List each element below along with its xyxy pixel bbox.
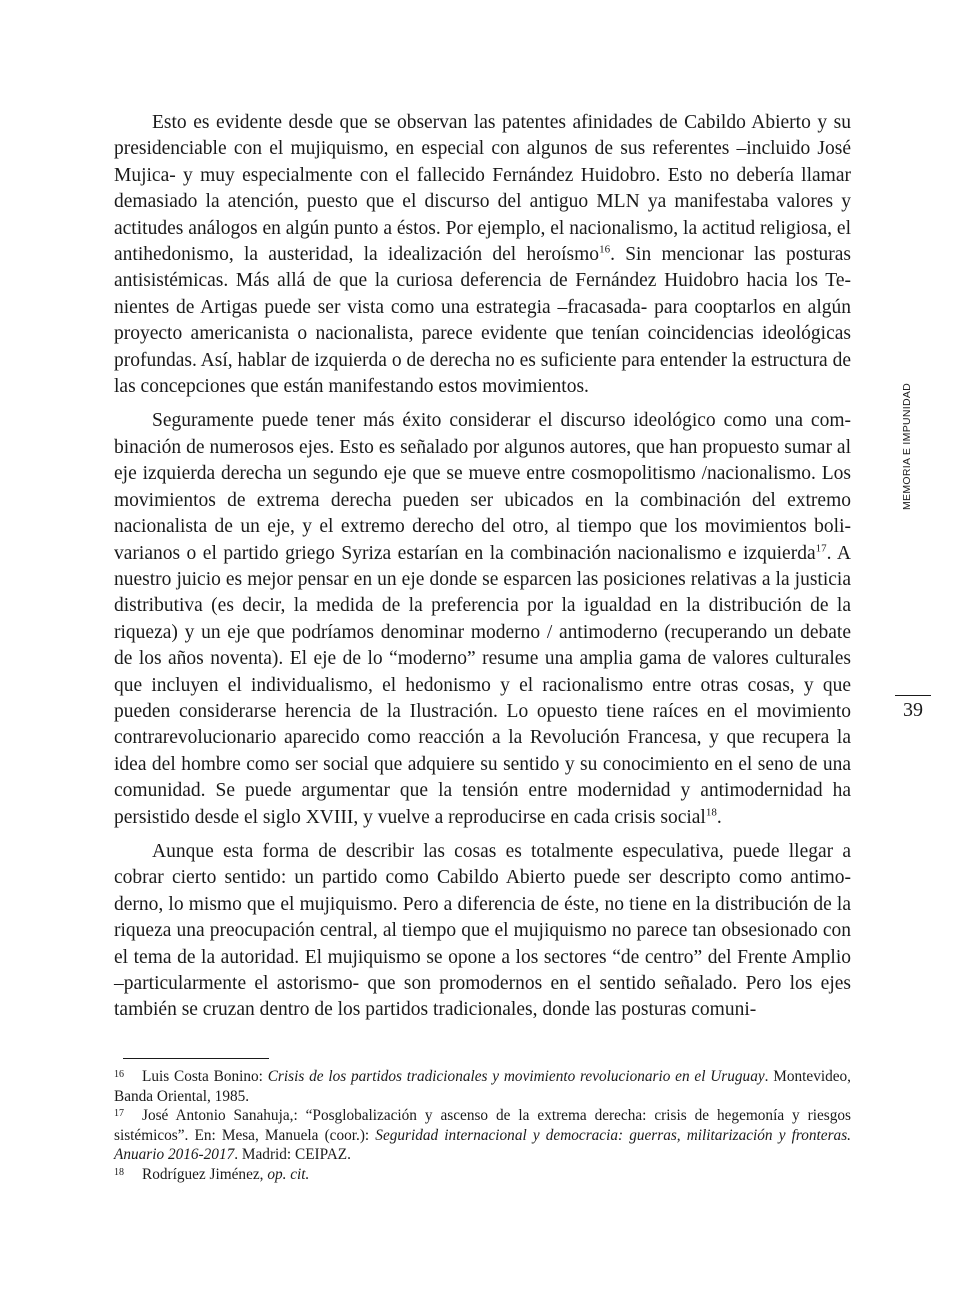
paragraph: Aunque esta forma de describir las cosas es totalmente especulativa, puede llegar a cobrar cierto sentido: un partido como Cabildo Abierto puede ser descripto como antimoderno, lo mismo que el mujiquismo. Pero a diferencia de éste, no tiene en la distribución de la riqueza una preocupación central, al tiempo que el mujiquismo no parece tan obsesionado con el tema de la autoridad. El mujiquismo se opone a los sectores “de centro” del Frente Amplio –particularmente el astorismo- que son promodernos en el sentido señalado. Pero los ejes también se cruzan dentro de los partidos tradicionales, donde las posturas comuni- <box>114 840 851 1021</box>
footnote-separator <box>123 1058 269 1059</box>
footnote-reference[interactable]: 17 <box>815 542 827 554</box>
footnotes <box>114 1067 851 1184</box>
footnote-number: 18 <box>114 1166 124 1178</box>
footnote: 17 José Antonio Sanahuja,: “Posglobalización y ascenso de la extrema derecha: crisis de hegemonía y riesgos sistémicos”. En: Mesa, Manuela (coor.): Seguridad internacional y democracia: guerras, militarización y fronteras. Anuario 2016-2017. Madrid: CEIPAZ. <box>114 1107 851 1163</box>
footnote-reference[interactable]: 18 <box>705 806 717 819</box>
body-text <box>114 110 851 1032</box>
footnote-number: 16 <box>114 1069 124 1080</box>
footnote: 18 Rodríguez Jiménez, op. cit. <box>114 1165 310 1183</box>
paragraph: Seguramente puede tener más éxito considerar el discurso ideológico como una combinación de numerosos ejes. Esto es señalado por algunos autores, que han propuesto sumar al eje izquierda derecha un segundo eje que se mueve entre cosmopolitismo /nacionalismo. Los movimientos de extrema derecha pueden ser ubicados en la combinación del extremo nacionalista de un eje, y el extremo derecho del otro, al tiempo que los movimientos bolivarianos o el partido griego Syriza estarían en la combinación nacionalismo e izquierda$^{17}$. A nuestro juicio es mejor pensar en un eje donde se esparcen las posiciones relativas a la justicia distributiva (es decir, la medida de la preferencia por la igualdad en la distribución de la riqueza) y un eje que podríamos denominar moderno / antimoderno (recuperando un debate de los años noventa). El eje de lo “moderno” resume una amplia gama de valores culturales que incluyen el individualismo, el hedonismo y el racionalismo entre otras cosas, y que pueden considerarse herencia de la Ilustración. Lo opuesto tiene raíces en el movimiento contrarevolucionario aparecido como reacción a la Revolución Francesa, y que recupera la idea del hombre como ser social que adquiere su sentido y su conocimiento en el seno de una comunidad. Se puede argumentar que la tensión entre modernidad y antimodernidad ha persistido desde el siglo XVIII, y vuelve a reproducirse en cada crisis social$^{18}$. <box>114 410 851 828</box>
page-number-rule <box>895 695 931 696</box>
footnote-number: 17 <box>114 1108 124 1119</box>
page-number: 39 <box>903 699 923 721</box>
footnote-reference[interactable]: 16 <box>599 243 611 256</box>
paragraph: Esto es evidente desde que se observan las patentes afinidades de Cabildo Abierto y su presidenciable con el mujiquismo, en especial con algunos de sus referentes –incluido José Mujica- y muy especialmente con el fallecido Fernández Huidobro. Esto no debería llamar demasiado la atención, puesto que el discurso del antiguo MLN ya manifestaba valores y actitudes análogos en algún punto a éstos. Por ejemplo, el nacionalismo, la actitud religiosa, el antihedonismo, la austeridad, la idealización del heroísmo$^{16}$. Sin mencionar las posturas antisistémicas. Más allá de que la curiosa deferencia de Fernández Huidobro hacia los Tenientes de Artigas puede ser vista como una estrategia –fracasada- para cooptarlos en algún proyecto americanista o nacionalista, parece evidente que tenían coincidencias ideológicas profundas. Así, hablar de izquierda o de derecha no es suficiente para entender la estructura de las concepciones que están manifestando estos movimientos. <box>114 112 851 398</box>
footnote: 16 Luis Costa Bonino: Crisis de los partidos tradicionales y movimiento revolucionario en el Uruguay. Montevideo, Banda Oriental, 1985. <box>114 1068 852 1105</box>
running-title: MEMORIA E IMPUNIDAD <box>901 382 913 510</box>
